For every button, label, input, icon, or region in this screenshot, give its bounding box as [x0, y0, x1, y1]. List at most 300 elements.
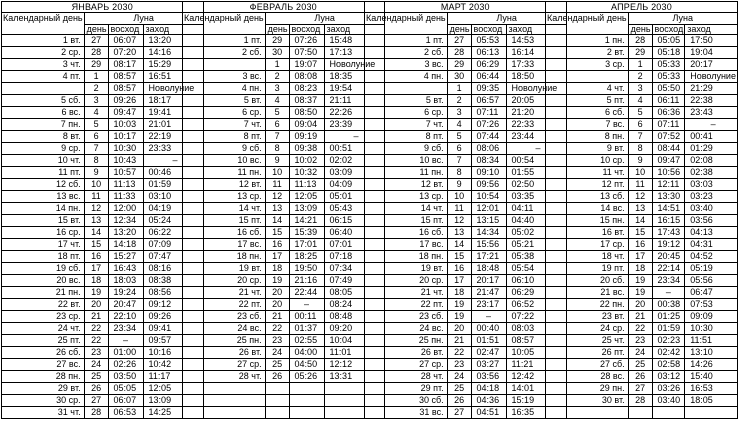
- moonrise-cell: 01:00: [108, 347, 143, 359]
- moonset-cell: –: [685, 119, 738, 131]
- calendar-day-cell: 2 сб.: [183, 47, 266, 59]
- moon-day-cell: 13: [84, 215, 108, 227]
- month-table-3: [364, 1, 567, 419]
- calendar-day-cell: 7 чт.: [365, 119, 448, 131]
- moon-day-cell: 24: [628, 347, 652, 359]
- moon-day-cell: 5: [447, 131, 471, 143]
- moon-day-cell: 18: [265, 263, 289, 275]
- table-row: [2, 311, 204, 323]
- moon-day-cell: 3: [265, 83, 289, 95]
- calendar-day-cell: 24 ср.: [546, 323, 629, 335]
- moonrise-cell: 03:26: [652, 383, 685, 395]
- moonset-cell: 21:29: [685, 83, 738, 95]
- calendar-day-cell: 11 пт.: [2, 167, 85, 179]
- moonset-cell: 08:05: [324, 287, 384, 299]
- moonset-header: заход: [143, 24, 203, 34]
- moonrise-cell: 07:44: [471, 131, 506, 143]
- moon-phase-cell: Новолуние: [324, 59, 384, 71]
- moonrise-cell: 05:26: [289, 371, 324, 383]
- table-row: [183, 335, 385, 347]
- month-table-2: [182, 1, 385, 419]
- moon-day-cell: 29: [447, 59, 471, 71]
- moonset-cell: 21:11: [324, 95, 384, 107]
- calendar-day-cell: 3 ср.: [546, 59, 629, 71]
- moon-day-cell: 21: [628, 311, 652, 323]
- month-title: АПРЕЛЬ 2030: [546, 2, 738, 13]
- moonrise-cell: 07:26: [471, 119, 506, 131]
- table-row: [183, 95, 385, 107]
- moonset-cell: 03:35: [506, 191, 566, 203]
- moonrise-cell: 12:01: [471, 203, 506, 215]
- moonset-cell: 09:12: [143, 299, 203, 311]
- moonrise-cell: 18:03: [108, 275, 143, 287]
- moonrise-cell: 13:09: [289, 203, 324, 215]
- table-row: [365, 155, 567, 167]
- calendar-day-cell: 30 сб.: [365, 395, 448, 407]
- moon-day-cell: 22: [447, 347, 471, 359]
- moonset-cell: 18:17: [143, 95, 203, 107]
- table-row: [365, 143, 567, 155]
- calendar-day-cell: 6 вс.: [2, 107, 85, 119]
- moonrise-cell: 08:57: [108, 71, 143, 83]
- calendar-day-cell: 28 вс.: [546, 371, 629, 383]
- moonrise-cell: 09:56: [471, 179, 506, 191]
- moonrise-cell: 20:17: [471, 275, 506, 287]
- table-row: [2, 131, 204, 143]
- moonrise-cell: 00:11: [289, 311, 324, 323]
- table-row: [183, 287, 385, 299]
- calendar-day-cell: 26 вт.: [183, 347, 266, 359]
- moonrise-cell: 13:15: [471, 215, 506, 227]
- moonrise-cell: 13:30: [652, 191, 685, 203]
- moon-day-cell: 13: [628, 203, 652, 215]
- moon-day-cell: [265, 383, 289, 395]
- calendar-day-cell: 29 пн.: [546, 383, 629, 395]
- moonrise-cell: 01:25: [652, 311, 685, 323]
- moonset-cell: 12:42: [506, 371, 566, 383]
- calendar-day-cell: 1 пт.: [365, 35, 448, 47]
- calendar-day-cell: [183, 395, 266, 407]
- moonrise-cell: 09:47: [652, 155, 685, 167]
- moonset-cell: 10:30: [685, 323, 738, 335]
- moon-day-cell: 25: [447, 383, 471, 395]
- moonset-cell: 23:44: [506, 131, 566, 143]
- moon-day-cell: 24: [265, 347, 289, 359]
- table-row: [365, 35, 567, 47]
- table-row: [546, 47, 738, 59]
- table-row: [183, 323, 385, 335]
- moon-day-cell: 15: [84, 239, 108, 251]
- moon-day-cell: 28: [84, 407, 108, 419]
- calendar-day-cell: 22 пн.: [546, 299, 629, 311]
- moon-day-cell: 14: [628, 215, 652, 227]
- moonrise-cell: 09:26: [108, 95, 143, 107]
- moonrise-cell: 10:17: [108, 131, 143, 143]
- moonrise-cell: 03:40: [652, 395, 685, 407]
- moon-day-cell: 25: [84, 371, 108, 383]
- moonset-cell: 07:18: [324, 251, 384, 263]
- table-row: [183, 407, 385, 419]
- moon-day-cell: 22: [265, 323, 289, 335]
- table-row: [546, 71, 738, 83]
- moonset-cell: 05:19: [685, 263, 738, 275]
- moonrise-cell: –: [108, 335, 143, 347]
- moonrise-cell: 14:34: [471, 227, 506, 239]
- calendar-day-cell: 4 пн.: [183, 83, 266, 95]
- table-row: [365, 59, 567, 71]
- table-row: [183, 35, 385, 47]
- calendar-day-cell: 5 пт.: [546, 95, 629, 107]
- table-row: [365, 191, 567, 203]
- moonset-cell: 05:38: [506, 251, 566, 263]
- moonset-cell: 03:56: [685, 215, 738, 227]
- moon-day-cell: 8: [628, 143, 652, 155]
- calendar-day-cell: [183, 407, 266, 419]
- moonset-cell: –: [324, 131, 384, 143]
- calendar-day-cell: 1 вт.: [2, 35, 85, 47]
- moonrise-cell: 00:38: [652, 299, 685, 311]
- table-row: [183, 203, 385, 215]
- moonset-cell: 10:04: [324, 335, 384, 347]
- moonrise-cell: 17:21: [471, 251, 506, 263]
- moonset-cell: 23:39: [324, 119, 384, 131]
- moon-day-cell: 27: [447, 35, 471, 47]
- moonrise-cell: 11:13: [289, 179, 324, 191]
- moonset-cell: 03:40: [685, 203, 738, 215]
- calendar-day-cell: 20 сб.: [546, 275, 629, 287]
- moonrise-cell: 14:21: [289, 215, 324, 227]
- moon-day-cell: 19: [447, 311, 471, 323]
- moon-header: Луна: [447, 13, 566, 25]
- moonset-cell: –: [506, 143, 566, 155]
- table-row: [546, 155, 738, 167]
- calendar-day-cell: 24 чт.: [2, 323, 85, 335]
- moonset-cell: 19:04: [685, 47, 738, 59]
- calendar-day-cell: 31 вс.: [365, 407, 448, 419]
- moon-day-cell: 7: [447, 155, 471, 167]
- moonrise-cell: 01:37: [289, 323, 324, 335]
- moon-day-cell: 10: [84, 179, 108, 191]
- table-row: [2, 143, 204, 155]
- moonset-cell: 02:08: [685, 155, 738, 167]
- month-table-4: [545, 1, 738, 419]
- table-row: [546, 299, 738, 311]
- moon-phase-cell: Новолуние: [506, 83, 566, 95]
- moonrise-header: восход: [108, 24, 143, 34]
- table-row: [365, 383, 567, 395]
- table-row: [365, 371, 567, 383]
- moonrise-cell: 02:42: [652, 347, 685, 359]
- moon-day-cell: 26: [447, 395, 471, 407]
- moonrise-cell: 06:36: [652, 107, 685, 119]
- moonrise-cell: 01:59: [652, 323, 685, 335]
- moonset-cell: 07:01: [324, 239, 384, 251]
- calendar-day-cell: 30 вт.: [546, 395, 629, 407]
- calendar-day-cell: 4 пт.: [2, 71, 85, 83]
- table-row: [546, 407, 738, 419]
- moon-day-cell: 28: [628, 35, 652, 47]
- table-row: [183, 275, 385, 287]
- moonrise-cell: 13:20: [108, 227, 143, 239]
- moon-day-cell: 25: [628, 359, 652, 371]
- calendar-day-cell: 15 пт.: [365, 215, 448, 227]
- calendar-day-cell: 8 пт.: [183, 131, 266, 143]
- table-row: [365, 347, 567, 359]
- moon-day-cell: 22: [84, 323, 108, 335]
- moonset-cell: 13:31: [324, 371, 384, 383]
- moonrise-cell: 18:25: [289, 251, 324, 263]
- moon-day-cell: 27: [447, 407, 471, 419]
- moon-day-cell: 1: [84, 71, 108, 83]
- moon-day-cell: 21: [265, 311, 289, 323]
- calendar-day-cell: 22 пт.: [183, 299, 266, 311]
- calendar-day-cell: 27 ср.: [183, 359, 266, 371]
- moon-day-cell: 9: [265, 155, 289, 167]
- moon-day-cell: 17: [447, 275, 471, 287]
- calendar-day-cell: 6 ср.: [365, 107, 448, 119]
- moon-day-cell: 17: [265, 251, 289, 263]
- moon-day-cell: 18: [447, 287, 471, 299]
- moon-day-cell: 27: [84, 35, 108, 47]
- moon-day-cell: 28: [628, 395, 652, 407]
- moonset-cell: –: [143, 155, 203, 167]
- moon-day-cell: 30: [265, 47, 289, 59]
- moon-day-cell: 10: [265, 167, 289, 179]
- calendar-day-cell: 1 пн.: [546, 35, 629, 47]
- month-title: ФЕВРАЛЬ 2030: [183, 2, 385, 13]
- table-row: [183, 59, 385, 71]
- calendar-day-cell: 12 вт.: [183, 179, 266, 191]
- calendar-day-cell: 9 сб.: [365, 143, 448, 155]
- moonset-cell: [685, 407, 738, 419]
- table-row: [2, 239, 204, 251]
- moonset-cell: 21:01: [143, 119, 203, 131]
- table-row: [365, 107, 567, 119]
- moonrise-cell: 04:18: [471, 383, 506, 395]
- moonrise-cell: 08:50: [289, 107, 324, 119]
- table-row: [2, 83, 204, 95]
- moon-day-cell: 22: [628, 323, 652, 335]
- moonset-cell: 13:20: [143, 35, 203, 47]
- moonrise-cell: 20:47: [108, 299, 143, 311]
- moonrise-cell: 03:27: [471, 359, 506, 371]
- calendar-day-cell: 6 сб.: [546, 107, 629, 119]
- moon-day-cell: 2: [447, 95, 471, 107]
- moon-day-header: день: [84, 24, 108, 34]
- moon-day-cell: 9: [447, 179, 471, 191]
- moon-day-cell: 26: [628, 371, 652, 383]
- moon-day-cell: 11: [84, 191, 108, 203]
- table-row: [546, 251, 738, 263]
- moonrise-header: восход: [289, 24, 324, 34]
- calendar-day-cell: 13 ср.: [365, 191, 448, 203]
- calendar-day-cell: 9 сб.: [183, 143, 266, 155]
- moonrise-cell: 11:13: [108, 179, 143, 191]
- table-row: [365, 311, 567, 323]
- table-row: [2, 215, 204, 227]
- moon-day-cell: 12: [84, 203, 108, 215]
- calendar-day-cell: 29 пт.: [365, 383, 448, 395]
- moonset-cell: 05:43: [324, 203, 384, 215]
- moon-day-cell: 2: [265, 71, 289, 83]
- moonset-cell: 00:46: [143, 167, 203, 179]
- moonrise-cell: 05:33: [652, 59, 685, 71]
- calendar-day-cell: 12 вт.: [365, 179, 448, 191]
- moonset-cell: 01:59: [143, 179, 203, 191]
- calendar-day-header: Календарный день: [183, 13, 266, 35]
- moonset-cell: 02:50: [506, 179, 566, 191]
- calendar-day-cell: 11 пн.: [183, 167, 266, 179]
- calendar-day-cell: 19 пт.: [546, 263, 629, 275]
- table-row: [2, 227, 204, 239]
- moonrise-cell: 10:03: [108, 119, 143, 131]
- table-row: [365, 83, 567, 95]
- moonset-header: заход: [506, 24, 566, 34]
- moonset-cell: 01:55: [506, 167, 566, 179]
- moon-day-cell: 19: [628, 275, 652, 287]
- table-row: [2, 59, 204, 71]
- moonrise-cell: 20:45: [652, 251, 685, 263]
- calendar-day-cell: 16 сб.: [183, 227, 266, 239]
- table-row: [365, 167, 567, 179]
- moonrise-cell: 23:34: [108, 323, 143, 335]
- moon-day-cell: 13: [265, 203, 289, 215]
- moonset-cell: 04:31: [685, 239, 738, 251]
- table-row: [2, 359, 204, 371]
- moonrise-cell: 21:16: [289, 275, 324, 287]
- calendar-day-cell: 16 вт.: [546, 227, 629, 239]
- moonset-cell: 04:40: [506, 215, 566, 227]
- moon-day-cell: 5: [84, 119, 108, 131]
- table-row: [183, 371, 385, 383]
- calendar-day-cell: 14 пн.: [2, 203, 85, 215]
- moon-day-cell: 5: [265, 107, 289, 119]
- moon-day-cell: [265, 395, 289, 407]
- calendar-day-cell: 17 чт.: [2, 239, 85, 251]
- moon-day-cell: 1: [265, 59, 289, 71]
- table-row: [2, 335, 204, 347]
- table-row: [183, 119, 385, 131]
- table-row: [2, 383, 204, 395]
- calendar-day-cell: [365, 83, 448, 95]
- table-row: [546, 347, 738, 359]
- moonset-cell: 23:43: [685, 107, 738, 119]
- table-row: [546, 83, 738, 95]
- calendar-day-cell: 6 ср.: [183, 107, 266, 119]
- table-row: [2, 407, 204, 419]
- calendar-day-cell: 13 сб.: [546, 191, 629, 203]
- moonset-cell: 19:54: [324, 83, 384, 95]
- moonrise-cell: 07:11: [471, 107, 506, 119]
- calendar-day-cell: 8 вт.: [2, 131, 85, 143]
- moonset-cell: 14:25: [143, 407, 203, 419]
- moonrise-cell: [289, 407, 324, 419]
- moonrise-header: восход: [652, 24, 685, 34]
- moonrise-cell: 04:50: [289, 359, 324, 371]
- table-row: [183, 347, 385, 359]
- moon-day-cell: 3: [447, 107, 471, 119]
- moon-day-cell: 20: [265, 287, 289, 299]
- table-row: [183, 131, 385, 143]
- table-row: [546, 275, 738, 287]
- moonset-cell: 16:35: [506, 407, 566, 419]
- moonset-cell: 07:22: [506, 311, 566, 323]
- moonrise-cell: 15:39: [289, 227, 324, 239]
- calendar-day-cell: 21 чт.: [183, 287, 266, 299]
- moon-day-cell: 15: [447, 251, 471, 263]
- moonset-cell: 16:53: [685, 383, 738, 395]
- moonrise-cell: 05:05: [108, 383, 143, 395]
- moonrise-cell: 22:10: [108, 311, 143, 323]
- moonrise-cell: 09:04: [289, 119, 324, 131]
- calendar-day-cell: 31 чт.: [2, 407, 85, 419]
- moonrise-cell: 10:02: [289, 155, 324, 167]
- calendar-day-cell: 13 ср.: [183, 191, 266, 203]
- moonrise-cell: 02:23: [652, 335, 685, 347]
- moonrise-cell: 05:05: [652, 35, 685, 47]
- moonrise-cell: [289, 383, 324, 395]
- moonrise-cell: 02:47: [471, 347, 506, 359]
- table-row: [2, 119, 204, 131]
- moonset-cell: 09:20: [324, 323, 384, 335]
- moonrise-cell: 05:53: [471, 35, 506, 47]
- calendar-day-cell: 23 вт.: [546, 311, 629, 323]
- moonrise-cell: 22:14: [652, 263, 685, 275]
- moonrise-cell: [289, 395, 324, 407]
- table-row: [546, 335, 738, 347]
- table-row: [183, 359, 385, 371]
- moonset-cell: 20:17: [685, 59, 738, 71]
- table-row: [546, 107, 738, 119]
- moonrise-cell: 19:07: [289, 59, 324, 71]
- table-row: [546, 323, 738, 335]
- table-row: [546, 395, 738, 407]
- moonrise-cell: [652, 407, 685, 419]
- moonset-cell: 05:21: [506, 239, 566, 251]
- moonrise-header: восход: [471, 24, 506, 34]
- table-row: [546, 119, 738, 131]
- moonrise-cell: 08:17: [108, 59, 143, 71]
- moonset-cell: 18:35: [324, 71, 384, 83]
- calendar-day-cell: 15 пт.: [183, 215, 266, 227]
- calendar-day-cell: 15 пн.: [546, 215, 629, 227]
- moon-day-cell: 19: [265, 275, 289, 287]
- calendar-day-cell: 8 пн.: [546, 131, 629, 143]
- table-row: [2, 47, 204, 59]
- month-rows: [2, 35, 204, 419]
- moonrise-cell: 02:58: [652, 359, 685, 371]
- moonset-cell: 02:38: [685, 167, 738, 179]
- moonset-cell: 09:26: [143, 311, 203, 323]
- moon-day-cell: 2: [628, 71, 652, 83]
- moonrise-cell: 07:11: [652, 119, 685, 131]
- calendar-day-cell: 22 пт.: [365, 299, 448, 311]
- moonrise-cell: –: [652, 287, 685, 299]
- calendar-day-cell: 14 чт.: [183, 203, 266, 215]
- table-row: [546, 191, 738, 203]
- moon-day-header: день: [265, 24, 289, 34]
- calendar-day-cell: 18 пн.: [365, 251, 448, 263]
- calendar-day-cell: 28 чт.: [183, 371, 266, 383]
- table-row: [365, 215, 567, 227]
- calendar-day-cell: 24 вс.: [365, 323, 448, 335]
- calendar-day-cell: 26 пт.: [546, 347, 629, 359]
- moon-day-cell: [628, 407, 652, 419]
- moonset-cell: 17:50: [685, 35, 738, 47]
- moonrise-cell: 14:51: [652, 203, 685, 215]
- moon-day-cell: 22: [84, 335, 108, 347]
- calendar-day-cell: 22 вт.: [2, 299, 85, 311]
